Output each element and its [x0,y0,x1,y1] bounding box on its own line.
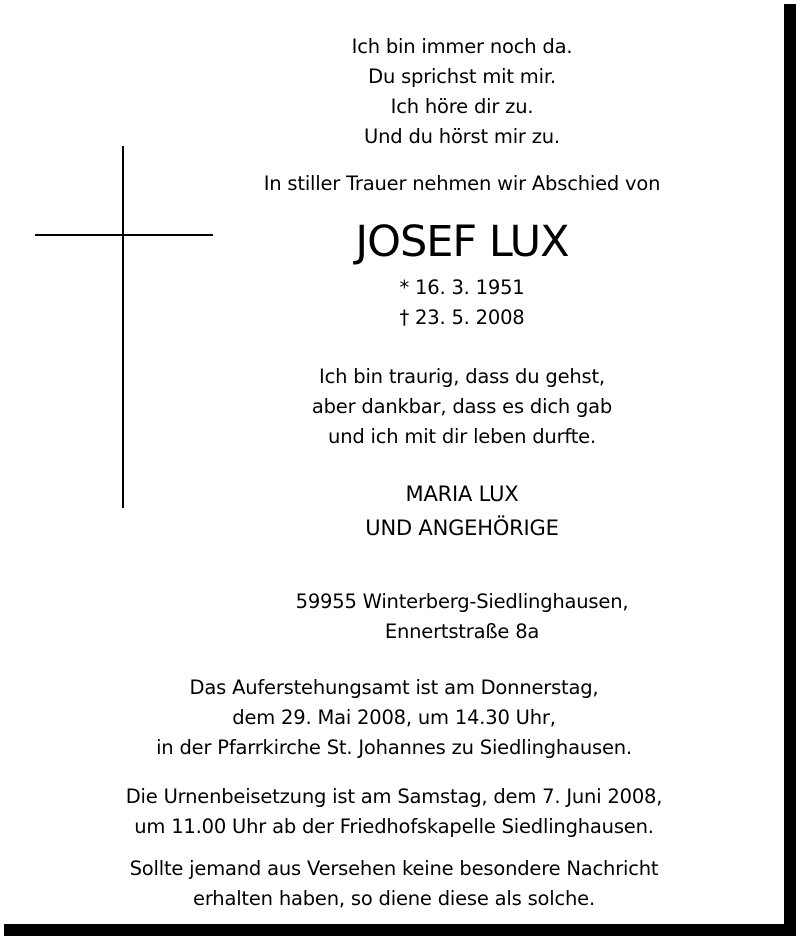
deceased-name-wrap [212,214,712,270]
survivor-line: UND ANGEHÖRIGE [365,516,559,540]
obituary-notice [4,4,796,936]
poem-middle-line: aber dankbar, dass es dich gab [311,395,613,418]
service-line: dem 29. Mai 2008, um 14.30 Uhr, [232,706,556,729]
address-line: 59955 Winterberg-Siedlinghausen, [295,590,629,613]
poem-top-line: Ich höre dir zu. [390,95,534,118]
poem-top-line: Ich bin immer noch da. [351,35,573,58]
intro-line-wrap [212,169,712,199]
address [212,587,712,647]
poem-top-line: Und du hörst mir zu. [364,125,560,148]
deceased-name: JOSEF LUX [355,217,569,267]
service-line: Das Auferstehungsamt ist am Donnerstag, [189,676,599,699]
cross-icon-horizontal-bar [35,234,213,236]
service-info [4,673,784,763]
birth-date: * 16. 3. 1951 [399,276,525,299]
address-line: Ennertstraße 8a [384,620,540,643]
service-line: in der Pfarrkirche St. Johannes zu Siedlinghausen. [156,736,632,759]
urn-burial-line: um 11.00 Uhr ab der Friedhofskapelle Siedlinghausen. [134,815,654,838]
cross-icon-vertical-bar [122,146,124,508]
closing-note [4,854,784,914]
poem-middle [212,362,712,452]
death-date: † 23. 5. 2008 [399,306,525,329]
urn-burial-line: Die Urnenbeisetzung ist am Samstag, dem 7. Juni 2008, [125,785,663,808]
poem-top [212,32,712,152]
survivor-line: MARIA LUX [405,482,519,506]
poem-middle-line: und ich mit dir leben durfte. [328,425,596,448]
poem-middle-line: Ich bin traurig, dass du gehst, [319,365,605,388]
closing-line: Sollte jemand aus Versehen keine besondere Nachricht [129,857,659,880]
poem-top-line: Du sprichst mit mir. [368,65,556,88]
closing-line: erhalten haben, so diene diese als solche. [193,887,595,910]
intro-text: In stiller Trauer nehmen wir Abschied von [263,172,661,195]
urn-burial-info [4,782,784,842]
life-dates [212,273,712,333]
survivors [212,477,712,545]
